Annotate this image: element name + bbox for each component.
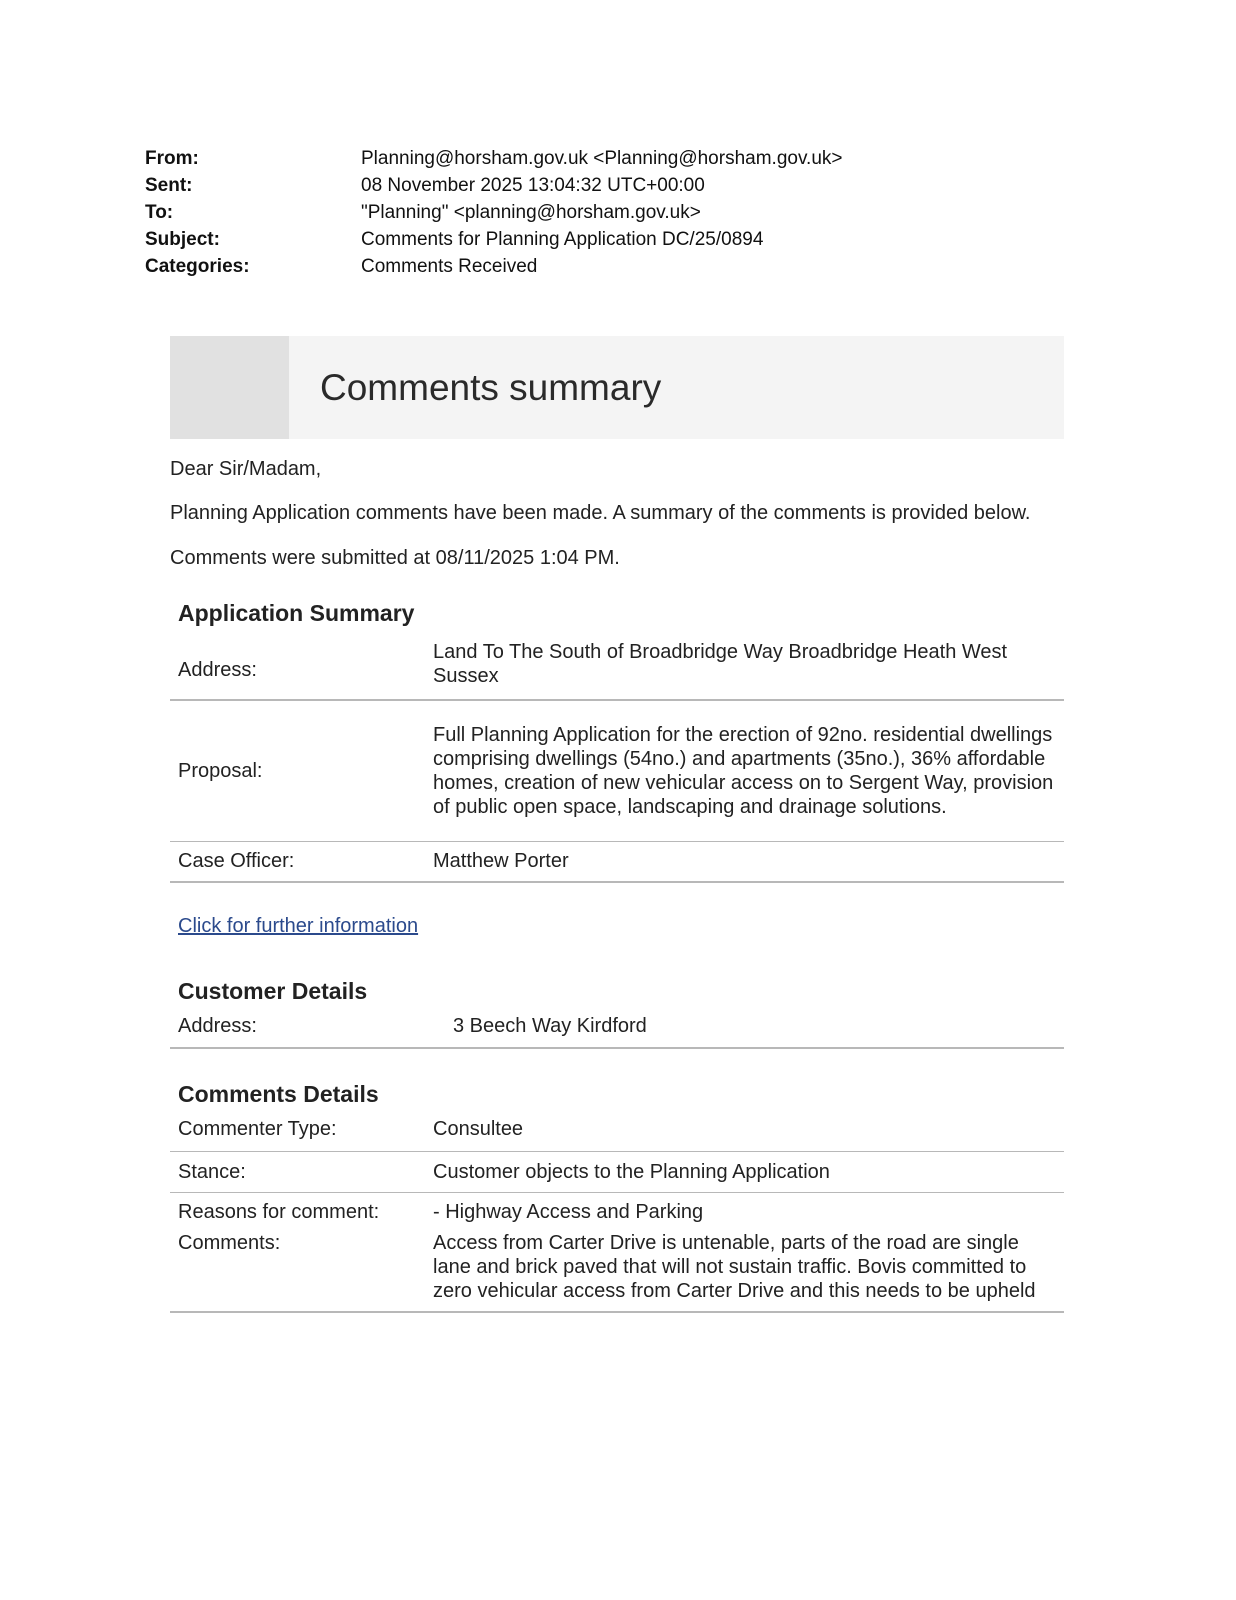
customer-details-table [170, 1013, 1064, 1049]
table-row [170, 841, 1064, 882]
comments-details-table [170, 1116, 1064, 1313]
comments-label: Comments: [170, 1231, 425, 1312]
email-header [145, 145, 843, 280]
intro-text: Planning Application comments have been made. A summary of the comments is provided below. [170, 502, 1031, 524]
banner-side-panel [170, 336, 289, 439]
proposal-value: Full Planning Application for the erection of 92no. residential dwellings comprising dwellings (54no.) and apartments (35no.), 36% affordable homes, creation of new vehicular access on to Sergent Way, provision of public open space, landscaping and drainage solutions. [425, 700, 1064, 841]
application-summary-table [170, 637, 1064, 883]
further-information-link[interactable]: Click for further information [178, 915, 419, 937]
categories-row [145, 253, 843, 280]
submitted-text: Comments were submitted at 08/11/2025 1:04 PM. [170, 547, 620, 569]
sent-row [145, 172, 843, 199]
from-row [145, 145, 843, 172]
categories-value: Comments Received [361, 256, 538, 277]
categories-label: Categories: [145, 256, 250, 277]
subject-row [145, 226, 843, 253]
subject-label: Subject: [145, 229, 220, 250]
application-summary-heading: Application Summary [178, 600, 415, 626]
greeting: Dear Sir/Madam, [170, 458, 322, 480]
case-officer-label: Case Officer: [170, 841, 425, 882]
subject-value: Comments for Planning Application DC/25/0894 [361, 229, 764, 250]
email-body [170, 457, 1064, 1313]
customer-address-value: 3 Beech Way Kirdford [445, 1013, 1064, 1048]
from-value: Planning@horsham.gov.uk <Planning@horsham.gov.uk> [361, 148, 843, 169]
stance-value: Customer objects to the Planning Application [425, 1151, 1064, 1192]
table-row [170, 637, 1064, 700]
stance-label: Stance: [170, 1151, 425, 1192]
to-row [145, 199, 843, 226]
table-row [170, 1151, 1064, 1192]
commenter-type-value: Consultee [425, 1116, 1064, 1151]
address-label: Address: [170, 637, 425, 700]
sent-value: 08 November 2025 13:04:32 UTC+00:00 [361, 175, 705, 196]
table-row [170, 1013, 1064, 1048]
to-value: "Planning" <planning@horsham.gov.uk> [361, 202, 701, 223]
table-row [170, 700, 1064, 841]
case-officer-value: Matthew Porter [425, 841, 1064, 882]
table-row [170, 1192, 1064, 1231]
reasons-label: Reasons for comment: [178, 1200, 380, 1223]
address-value: Land To The South of Broadbridge Way Broadbridge Heath West Sussex [425, 637, 1064, 700]
customer-address-label: Address: [170, 1013, 445, 1048]
comments-details-heading: Comments Details [178, 1081, 379, 1107]
proposal-label: Proposal: [170, 700, 425, 841]
banner-title: Comments summary [320, 367, 662, 408]
reasons-value: - Highway Access and Parking [433, 1200, 704, 1223]
commenter-type-label: Commenter Type: [170, 1116, 425, 1151]
comments-value: Access from Carter Drive is untenable, parts of the road are single lane and brick paved that will not sustain traffic. Bovis committed to zero vehicular access from Carter Drive and this needs to be upheld [425, 1231, 1064, 1312]
comments-summary-banner [170, 336, 1064, 439]
from-label: From: [145, 148, 199, 169]
sent-label: Sent: [145, 175, 193, 196]
customer-details-heading: Customer Details [178, 978, 368, 1004]
table-row [170, 1231, 1064, 1312]
table-row [170, 1116, 1064, 1151]
to-label: To: [145, 202, 174, 223]
